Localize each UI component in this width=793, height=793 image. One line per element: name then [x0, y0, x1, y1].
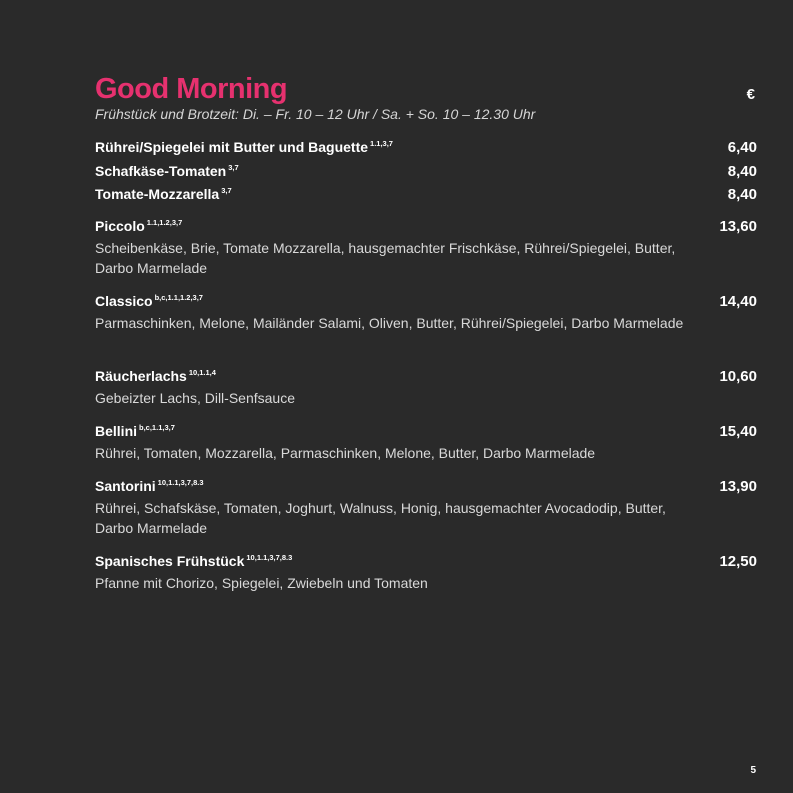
item-name: Rührei/Spiegelei mit Butter und Baguette [95, 139, 369, 155]
item-price: 13,90 [719, 478, 757, 495]
opening-hours: Frühstück und Brotzeit: Di. – Fr. 10 – 12 Uhr / Sa. + So. 10 – 12.30 Uhr [95, 106, 536, 122]
menu-item [95, 423, 757, 463]
item-price: 14,40 [719, 293, 757, 310]
simple-item-list [95, 139, 757, 210]
item-price: 12,50 [719, 553, 757, 570]
item-price: 8,40 [727, 162, 757, 180]
item-name: Piccolo [95, 218, 145, 234]
page-number: 5 [750, 765, 756, 776]
item-price: 13,60 [719, 218, 757, 235]
allergen-codes: 3,7 [221, 186, 232, 195]
menu-item [95, 553, 757, 593]
item-price: 6,40 [727, 139, 757, 156]
menu-item [95, 478, 757, 538]
menu-item [95, 368, 757, 408]
item-price: 10,60 [719, 368, 757, 385]
item-name: Spanisches Frühstück [95, 553, 245, 569]
menu-page [95, 0, 757, 793]
allergen-codes: 1.1,3,7 [370, 139, 393, 148]
menu-item [95, 163, 757, 187]
allergen-codes: 1.1,1.2,3,7 [146, 218, 183, 227]
currency-symbol: € [746, 86, 755, 103]
item-name: Schafkäse-Tomaten [95, 162, 227, 179]
page-title: Good Morning [95, 73, 288, 105]
item-name: Tomate-Mozzarella [95, 186, 220, 202]
menu-item [95, 293, 757, 333]
item-description: Pfanne mit Chorizo, Spiegelei, Zwiebeln und Tomaten [95, 575, 428, 591]
item-name: Santorini [95, 478, 156, 494]
item-description: Scheibenkäse, Brie, Tomate Mozzarella, hausgemachter Frischkäse, Rührei/Spiegelei, Butter, Darbo Marmelade [95, 240, 676, 276]
item-name: Räucherlachs [95, 368, 187, 384]
allergen-codes: b,c,1.1,3,7 [139, 423, 175, 432]
item-description: Rührei, Tomaten, Mozzarella, Parmaschinken, Melone, Butter, Darbo Marmelade [95, 445, 596, 461]
item-description: Parmaschinken, Melone, Mailänder Salami, Oliven, Butter, Rührei/Spiegelei, Darbo Marmelade [95, 315, 684, 331]
menu-item [95, 139, 757, 163]
allergen-codes: b,c,1.1,1.2,3,7 [154, 293, 203, 302]
item-description: Gebeizter Lachs, Dill-Senfsauce [95, 390, 295, 406]
item-price: 15,40 [719, 423, 757, 440]
item-price: 8,40 [727, 186, 757, 203]
item-description: Rührei, Schafskäse, Tomaten, Joghurt, Walnuss, Honig, hausgemachter Avocadodip, Butter, Darbo Marmelade [95, 500, 666, 536]
item-name: Bellini [95, 423, 138, 439]
item-name: Classico [95, 293, 153, 309]
menu-header [95, 72, 757, 123]
allergen-codes: 10,1.1,3,7,8.3 [157, 478, 204, 487]
allergen-codes: 10,1.1,3,7,8.3 [246, 553, 293, 562]
menu-item [95, 186, 757, 210]
allergen-codes: 10,1.1,4 [188, 368, 216, 377]
allergen-codes: 3,7 [228, 162, 239, 172]
menu-item [95, 218, 757, 278]
